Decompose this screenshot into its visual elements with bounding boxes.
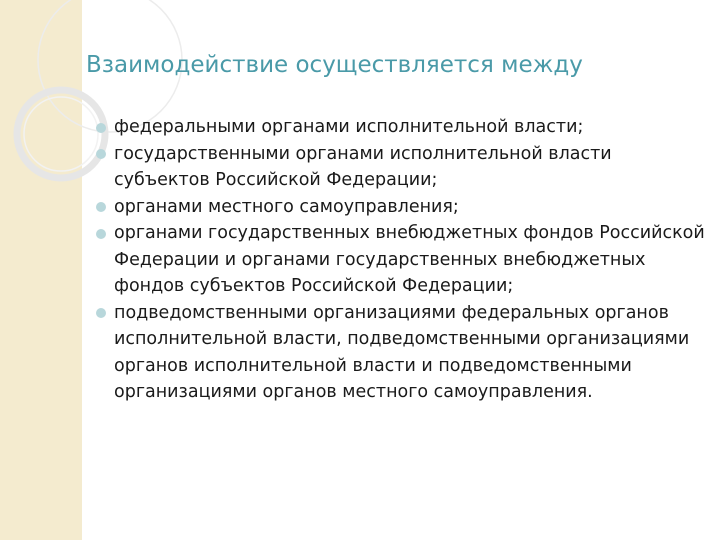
- bullet-list: [96, 114, 706, 406]
- bullet-dot-icon: [96, 202, 106, 212]
- bullet-text: государственными органами исполнительной власти субъектов Российской Федерации;: [114, 143, 612, 190]
- bullet-item: [96, 114, 706, 141]
- slide-title: Взаимодействие осуществляется между: [86, 52, 583, 78]
- bullet-text: органами местного самоуправления;: [114, 196, 459, 217]
- decor-circle-small-inner: [24, 97, 98, 171]
- bullet-item: [96, 220, 706, 300]
- bullet-dot-icon: [96, 149, 106, 159]
- bullet-dot-icon: [96, 308, 106, 318]
- bullet-text: подведомственными организациями федеральных органов исполнительной власти, подведомственными организациями органов исполнительной власти и подведомственными организациями органов местного самоуправления.: [114, 302, 690, 402]
- bullet-dot-icon: [96, 229, 106, 239]
- bullet-dot-icon: [96, 123, 106, 133]
- bullet-item: [96, 194, 706, 221]
- bullet-text: органами государственных внебюджетных фондов Российской Федерации и органами государственных внебюджетных фондов субъектов Российской Федерации;: [114, 223, 705, 296]
- bullet-item: [96, 300, 706, 406]
- bullet-item: [96, 141, 706, 194]
- bullet-text: федеральными органами исполнительной власти;: [114, 117, 584, 137]
- decor-circle-small-outer: [17, 90, 105, 178]
